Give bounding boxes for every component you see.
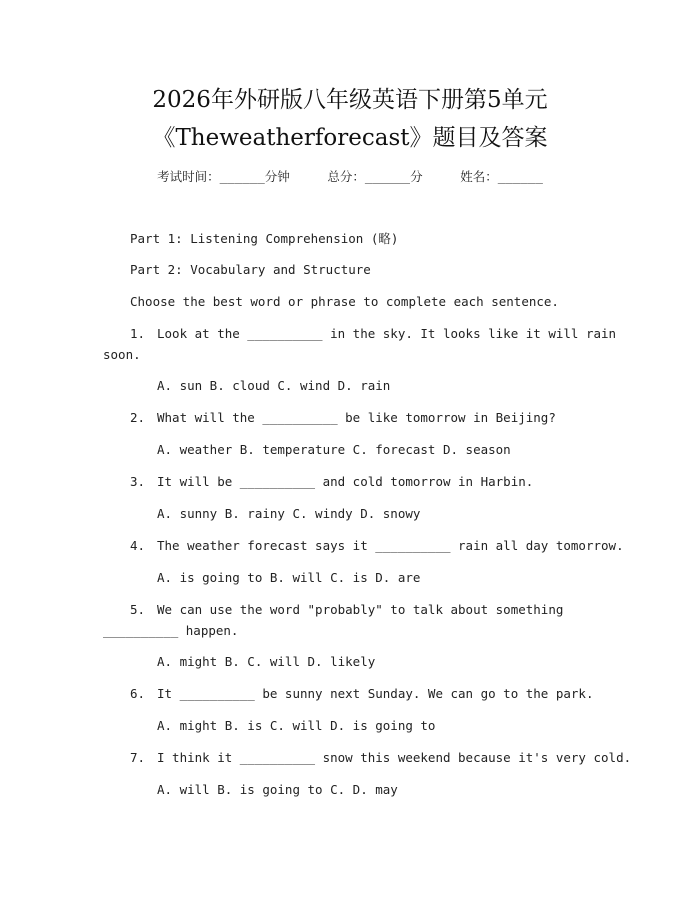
question-number: 6. xyxy=(130,686,146,701)
question-text: It __________ be sunny next Sunday. We can go to the park. xyxy=(157,686,594,701)
part1-heading: Part 1: Listening Comprehension (略) xyxy=(130,231,399,246)
document-title-line2: 《Theweatherforecast》题目及答案 xyxy=(152,125,548,151)
question-text-continued: __________ happen. xyxy=(103,623,239,638)
question-text: It will be __________ and cold tomorrow in Harbin. xyxy=(157,474,534,489)
question-options: A. sunny B. rainy C. windy D. snowy xyxy=(157,506,421,521)
question-number: 2. xyxy=(130,410,146,425)
question-number: 3. xyxy=(130,474,146,489)
question-options: A. weather B. temperature C. forecast D. season xyxy=(157,442,511,457)
question-options: A. is going to B. will C. is D. are xyxy=(157,570,421,585)
question-options: A. might B. C. will D. likely xyxy=(157,654,376,669)
question-number: 7. xyxy=(130,750,146,765)
question-text-continued: soon. xyxy=(103,347,141,362)
question-text: We can use the word "probably" to talk about something xyxy=(157,602,564,617)
question-text: Look at the __________ in the sky. It looks like it will rain xyxy=(157,326,617,341)
question-number: 5. xyxy=(130,602,146,617)
instruction-text: Choose the best word or phrase to complete each sentence. xyxy=(130,294,559,309)
question-number: 4. xyxy=(130,538,146,553)
exam-info-line: 考试时间：______分钟 总分：______分 姓名：______ xyxy=(157,169,543,184)
document-title-line1: 2026年外研版八年级英语下册第5单元 xyxy=(152,87,548,113)
question-number: 1. xyxy=(130,326,146,341)
question-text: What will the __________ be like tomorrow in Beijing? xyxy=(157,410,556,425)
question-text: I think it __________ snow this weekend because it's very cold. xyxy=(157,750,632,765)
question-text: The weather forecast says it __________ rain all day tomorrow. xyxy=(157,538,624,553)
part2-heading: Part 2: Vocabulary and Structure xyxy=(130,262,371,277)
question-options: A. might B. is C. will D. is going to xyxy=(157,718,436,733)
question-options: A. will B. is going to C. D. may xyxy=(157,782,398,797)
question-options: A. sun B. cloud C. wind D. rain xyxy=(157,378,391,393)
